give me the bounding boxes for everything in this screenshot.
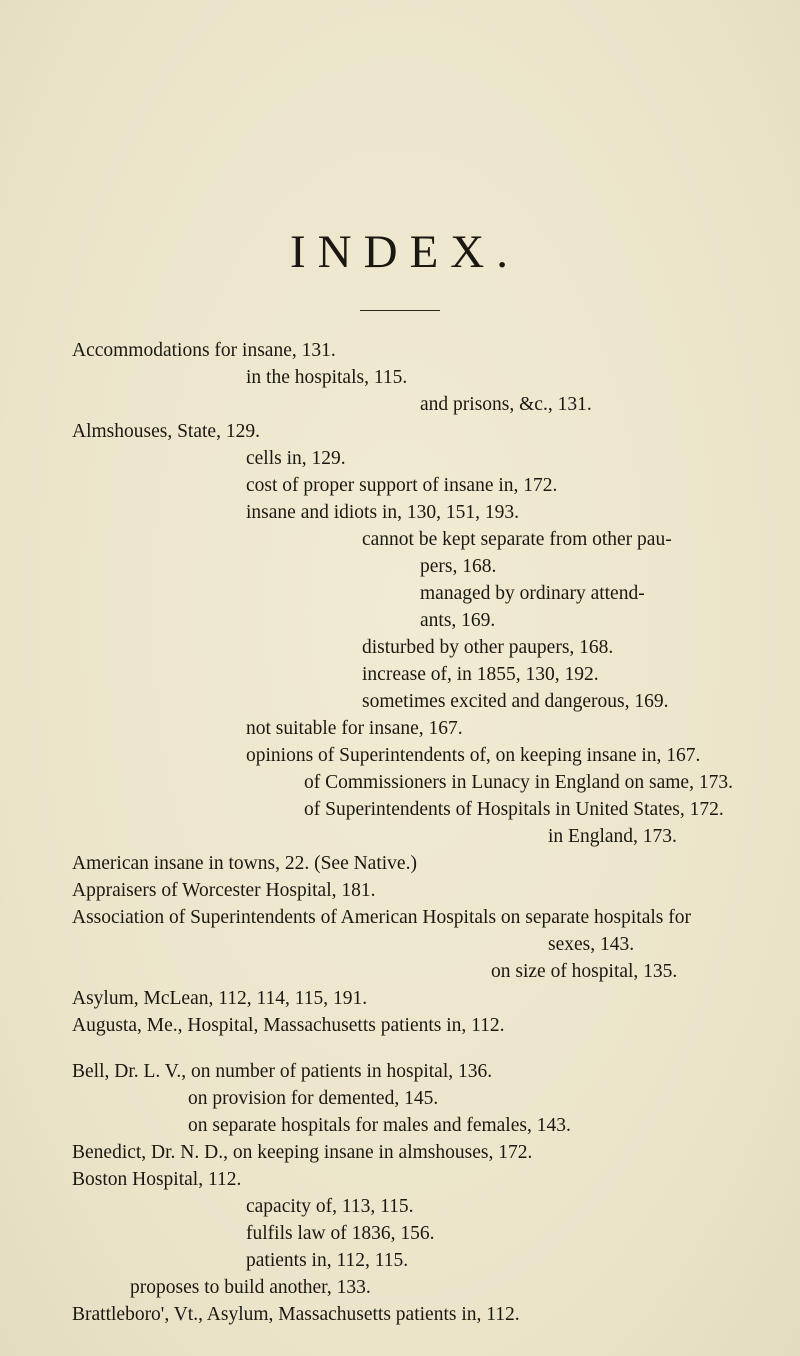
index-entry: Boston Hospital, 112. — [72, 1169, 242, 1190]
index-entry: cells in, 129. — [246, 448, 346, 469]
index-entry: Appraisers of Worcester Hospital, 181. — [72, 880, 376, 901]
index-entry: Bell, Dr. L. V., on number of patients in hospital, 136. — [72, 1061, 493, 1082]
index-entry: fulfils law of 1836, 156. — [246, 1223, 435, 1244]
index-entry: of Commissioners in Lunacy in England on same, 173. — [304, 772, 733, 793]
index-entry: sexes, 143. — [548, 934, 635, 955]
index-entry: capacity of, 113, 115. — [246, 1196, 414, 1217]
index-entry: Benedict, Dr. N. D., on keeping insane in almshouses, 172. — [72, 1142, 533, 1163]
index-entry: pers, 168. — [420, 556, 497, 577]
index-entry: patients in, 112, 115. — [246, 1250, 409, 1271]
index-entry: on separate hospitals for males and females, 143. — [188, 1115, 571, 1136]
index-entry: sometimes excited and dangerous, 169. — [362, 691, 669, 712]
index-entry: of Superintendents of Hospitals in United States, 172. — [304, 799, 724, 820]
index-entry: proposes to build another, 133. — [130, 1277, 371, 1298]
index-entry: not suitable for insane, 167. — [246, 718, 463, 739]
index-entry: Accommodations for insane, 131. — [72, 340, 336, 361]
index-entry: Almshouses, State, 129. — [72, 421, 260, 442]
index-entry: Asylum, McLean, 112, 114, 115, 191. — [72, 988, 368, 1009]
index-entry: ants, 169. — [420, 610, 496, 631]
index-entry: Brattleboro', Vt., Asylum, Massachusetts patients in, 112. — [72, 1304, 520, 1325]
index-entry: in England, 173. — [548, 826, 677, 847]
index-entry: Association of Superintendents of American Hospitals on separate hospitals for — [72, 907, 691, 928]
index-entry: disturbed by other paupers, 168. — [362, 637, 614, 658]
page-title: INDEX. — [290, 226, 520, 278]
index-entry: opinions of Superintendents of, on keeping insane in, 167. — [246, 745, 701, 766]
index-entry: in the hospitals, 115. — [246, 367, 408, 388]
index-entry: American insane in towns, 22. (See Native.) — [72, 853, 417, 874]
index-entry: managed by ordinary attend- — [420, 583, 645, 604]
index-entry: increase of, in 1855, 130, 192. — [362, 664, 599, 685]
index-entry: cannot be kept separate from other pau- — [362, 529, 672, 550]
index-entry: insane and idiots in, 130, 151, 193. — [246, 502, 519, 523]
index-entry: Augusta, Me., Hospital, Massachusetts patients in, 112. — [72, 1015, 505, 1036]
index-entry: on size of hospital, 135. — [491, 961, 678, 982]
index-entry: and prisons, &c., 131. — [420, 394, 592, 415]
index-entry: on provision for demented, 145. — [188, 1088, 439, 1109]
index-entry: cost of proper support of insane in, 172. — [246, 475, 558, 496]
